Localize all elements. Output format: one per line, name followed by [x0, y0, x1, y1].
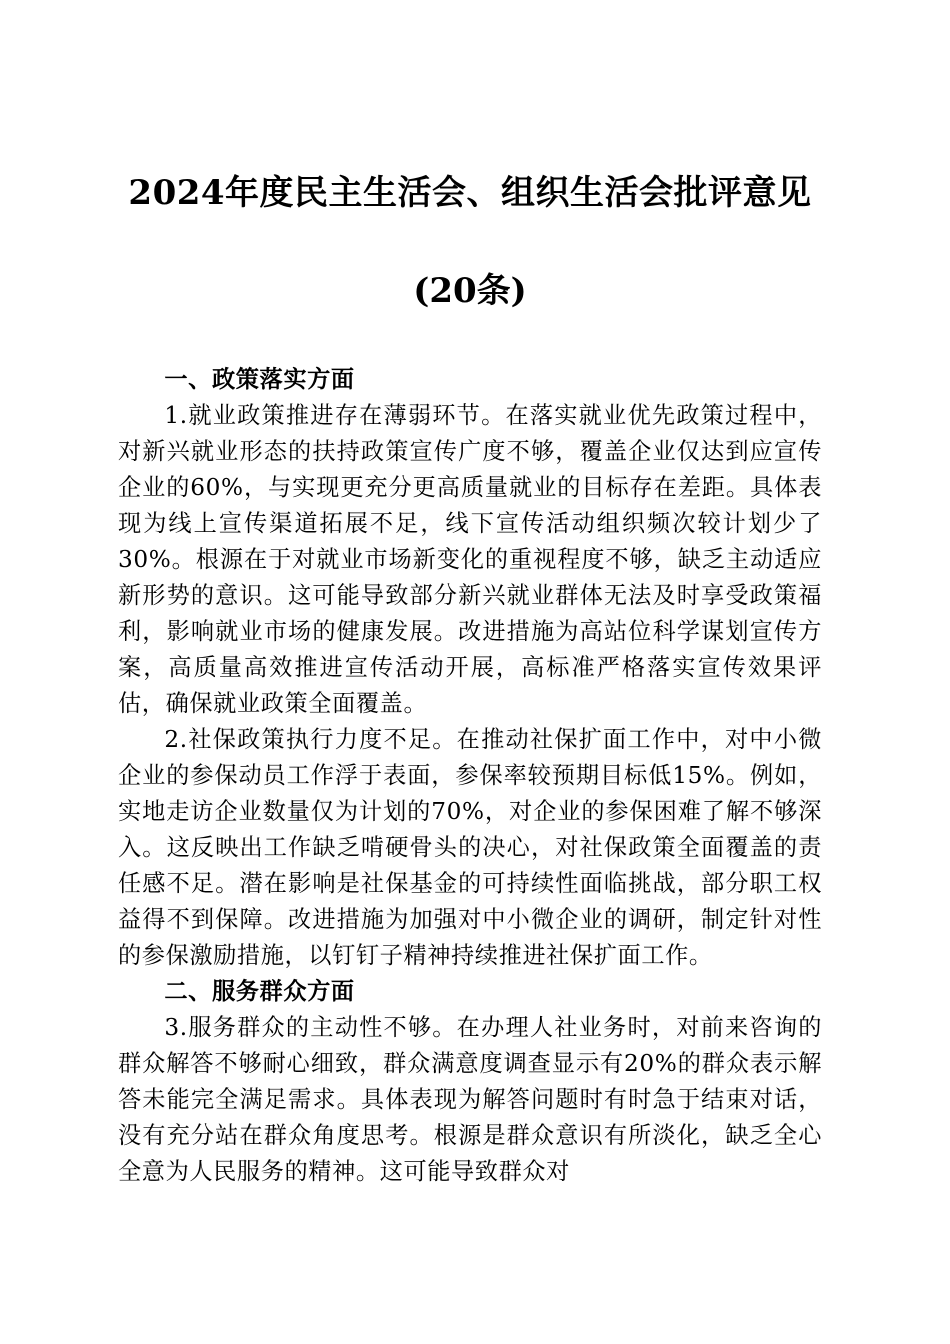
- section-heading-policy: 一、政策落实方面: [164, 366, 355, 393]
- section-heading-service: 二、服务群众方面: [164, 978, 355, 1005]
- paragraph-1: 1.就业政策推进存在薄弱环节。在落实就业优先政策过程中，对新兴就业形态的扶持政策宣传广度不够，覆盖企业仅达到应宣传企业的60%，与实现更充分更高质量就业的目标存在差距。具体表现为线上宣传渠道拓展不足，线下宣传活动组织频次较计划少了30%。根源在于对就业市场新变化的重视程度不够，缺乏主动适应新形势的意识。这可能导致部分新兴就业群体无法及时享受政策福利，影响就业市场的健康发展。改进措施为高站位科学谋划宣传方案，高质量高效推进宣传活动开展，高标准严格落实宣传效果评估，确保就业政策全面覆盖。: [118, 402, 822, 717]
- document-body: [118, 362, 822, 1190]
- paragraph-2: 2.社保政策执行力度不足。在推动社保扩面工作中，对中小微企业的参保动员工作浮于表面，参保率较预期目标低15%。例如，实地走访企业数量仅为计划的70%，对企业的参保困难了解不够深入。这反映出工作缺乏啃硬骨头的决心，对社保政策全面覆盖的责任感不足。潜在影响是社保基金的可持续性面临挑战，部分职工权益得不到保障。改进措施为加强对中小微企业的调研，制定针对性的参保激励措施，以钉钉子精神持续推进社保扩面工作。: [118, 726, 822, 969]
- paragraph-3: 3.服务群众的主动性不够。在办理人社业务时，对前来咨询的群众解答不够耐心细致，群众满意度调查显示有20%的群众表示解答未能完全满足需求。具体表现为解答问题时有时急于结束对话，没有充分站在群众角度思考。根源是群众意识有所淡化，缺乏全心全意为人民服务的精神。这可能导致群众对: [118, 1014, 822, 1185]
- document-subtitle: (20条): [413, 271, 527, 311]
- document-title: 2024年度民主生活会、组织生活会批评意见: [128, 173, 812, 213]
